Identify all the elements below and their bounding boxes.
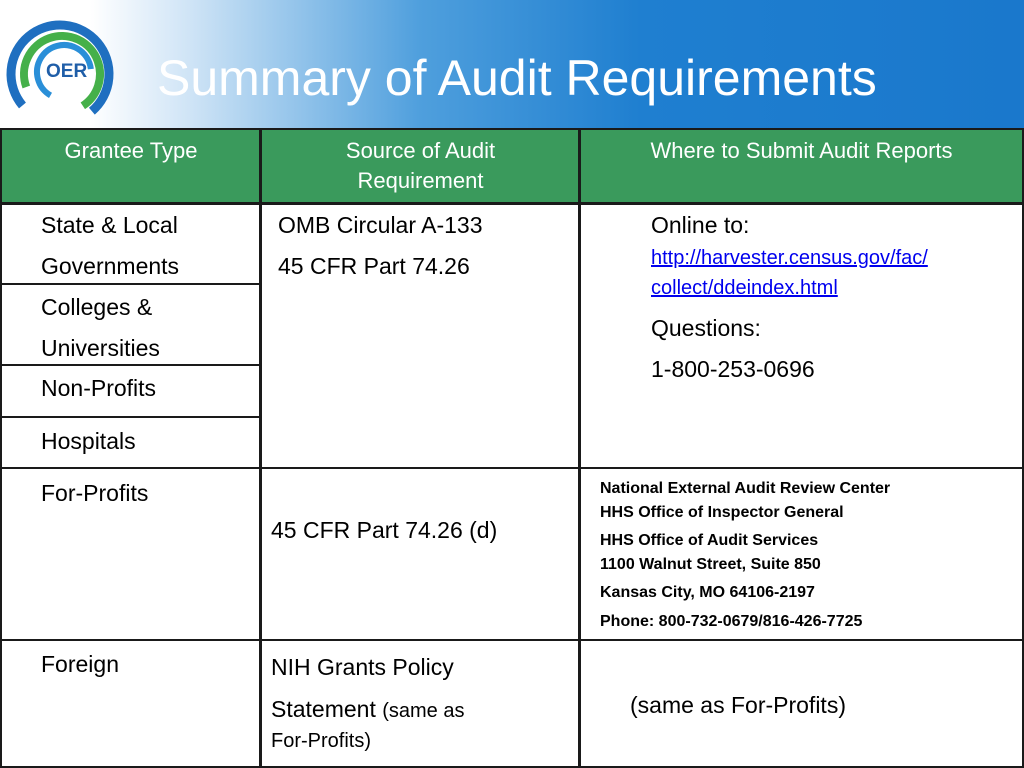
address-line-3: HHS Office of Audit Services	[600, 532, 819, 549]
submit-url-link-1[interactable]: http://harvester.census.gov/fac/	[651, 247, 928, 269]
source-nih-1: NIH Grants Policy	[271, 654, 454, 680]
header-grantee-type	[2, 130, 260, 202]
grantee-state-local-2: Governments	[41, 253, 180, 279]
submit-questions-phone: 1-800-253-0696	[651, 356, 815, 382]
submit-url-link-2[interactable]: collect/ddeindex.html	[651, 277, 838, 299]
source-cfr: 45 CFR Part 74.26	[278, 253, 470, 279]
col-divider-2	[578, 128, 581, 768]
submit-questions-label: Questions:	[651, 315, 761, 341]
header-source-label: Source of Audit Requirement	[345, 138, 496, 193]
row-divider-4	[0, 467, 1024, 469]
source-cfr-d: 45 CFR Part 74.26 (d)	[271, 517, 498, 543]
oer-logo	[2, 18, 122, 126]
header-where-submit	[581, 130, 1022, 202]
slide-title: Summary of Audit Requirements	[157, 50, 877, 106]
source-nih-2-main: Statement	[271, 696, 376, 722]
row-divider-3	[0, 416, 261, 418]
svg-text:OER: OER	[46, 61, 88, 82]
slide-header	[0, 0, 1024, 128]
submit-online-label: Online to:	[651, 212, 750, 238]
source-nih-2	[271, 696, 464, 723]
row-divider-2	[0, 364, 261, 366]
table-border-left	[0, 128, 2, 768]
grantee-state-local-1: State & Local	[41, 212, 178, 238]
table-border-header-bottom	[0, 202, 1024, 205]
grantee-colleges-2: Universities	[41, 335, 160, 361]
grantee-foreign: Foreign	[41, 651, 119, 677]
grantee-nonprofits: Non-Profits	[41, 375, 157, 401]
source-nih-2-small: (same as	[382, 700, 465, 722]
grantee-colleges-1: Colleges &	[41, 294, 153, 320]
header-where-submit-label: Where to Submit Audit Reports	[650, 138, 953, 163]
row-divider-1	[0, 283, 261, 285]
source-omb: OMB Circular A-133	[278, 212, 483, 238]
address-line-1: National External Audit Review Center	[600, 480, 891, 497]
table-border-top	[0, 128, 1024, 130]
header-source	[262, 130, 579, 202]
col-divider-1	[259, 128, 262, 768]
address-line-5: Kansas City, MO 64106-2197	[600, 584, 815, 601]
grantee-forprofits: For-Profits	[41, 480, 149, 506]
row-divider-5	[0, 639, 1024, 641]
grantee-hospitals: Hospitals	[41, 428, 136, 454]
address-line-4: 1100 Walnut Street, Suite 850	[600, 556, 821, 573]
source-nih-3: For-Profits)	[271, 730, 371, 752]
header-grantee-type-label: Grantee Type	[64, 138, 198, 163]
address-line-6: Phone: 800-732-0679/816-426-7725	[600, 613, 863, 630]
submit-foreign: (same as For-Profits)	[630, 692, 846, 718]
address-line-2: HHS Office of Inspector General	[600, 504, 844, 521]
